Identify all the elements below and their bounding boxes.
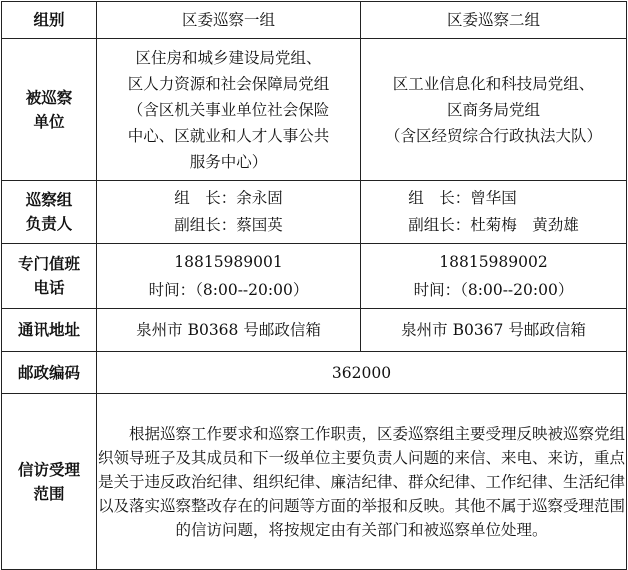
group-label: 组别 <box>33 11 65 29</box>
hotline-row <box>2 244 627 309</box>
hotline-label-cell <box>2 244 97 309</box>
hotline-label-line: 专门值班 <box>17 255 80 273</box>
group1-hotline-cell <box>97 244 361 309</box>
group2-target-line: 区商务局党组 <box>446 100 540 119</box>
group1-leaders-cell <box>97 181 361 244</box>
leaders-row <box>2 181 627 244</box>
group1-leader-line: 组 长：余永固 <box>174 189 283 207</box>
leaders-label-line: 巡察组 <box>25 191 73 209</box>
group1-target-line: 服务中心） <box>189 152 268 171</box>
group1-phone: 18815989001 <box>174 253 283 271</box>
group2-leader-line: 组 长：曾华国 <box>408 189 517 207</box>
group2-header-cell <box>361 2 627 39</box>
group2-name: 区委巡察二组 <box>446 11 540 29</box>
targets-label-line: 单位 <box>33 112 65 131</box>
group2-hotline-cell <box>361 244 627 309</box>
scope-row <box>2 394 627 570</box>
hotline-label-line: 电话 <box>33 279 65 297</box>
group2-target-line: 区工业信息化和科技局党组、 <box>392 74 595 93</box>
group1-name: 区委巡察一组 <box>181 11 275 29</box>
group2-hours: 时间：（8:00--20:00） <box>413 281 574 299</box>
targets-label-line: 被巡察 <box>25 88 73 107</box>
group2-leaders-cell <box>361 181 627 244</box>
scope-text-cell <box>97 394 627 570</box>
address-label-cell <box>2 309 97 352</box>
group1-target-line: 中心、区就业和人才人事公共 <box>127 126 330 145</box>
targets-row <box>2 39 627 181</box>
group2-address-cell <box>361 309 627 352</box>
address-label: 通讯地址 <box>17 321 80 339</box>
group2-target-line: （含区经贸综合行政执法大队） <box>384 126 602 145</box>
postcode-label: 邮政编码 <box>17 363 80 382</box>
postcode-value: 362000 <box>331 363 392 382</box>
group-label-cell <box>2 2 97 39</box>
inspection-table <box>1 1 627 570</box>
group1-target-line: （含区机关事业单位社会保险 <box>127 100 330 119</box>
scope-label-line: 范围 <box>33 484 65 503</box>
group2-targets-cell <box>361 39 627 181</box>
postcode-row <box>2 352 627 394</box>
postcode-label-cell <box>2 352 97 394</box>
group1-deputy-line: 副组长：蔡国英 <box>174 216 283 234</box>
scope-text: 根据巡察工作要求和巡察工作职责，区委巡察组主要受理反映被巡察党组织领导班子及其成员和下一级单位主要负责人问题的来信、来电、来访，重点是关于违反政治纪律、组织纪律、廉洁纪律、群众纪律、工作纪律、生活纪律以及落实巡察整改存在的问题等方面的举报和反映。其他不属于巡察受理范围的信访问题，将按规定由有关部门和被巡察单位处理。 <box>97 424 625 539</box>
group1-hours: 时间：（8:00--20:00） <box>148 281 309 299</box>
scope-label-cell <box>2 394 97 570</box>
group2-deputy-line: 副组长：杜菊梅 黄劲雄 <box>408 216 579 234</box>
group1-target-line: 区住房和城乡建设局党组、 <box>135 48 322 67</box>
targets-label-cell <box>2 39 97 181</box>
group2-address: 泉州市 B0367 号邮政信箱 <box>401 321 586 339</box>
address-row <box>2 309 627 352</box>
postcode-value-cell <box>97 352 627 394</box>
group1-target-line: 区人力资源和社会保障局党组 <box>127 74 330 93</box>
leaders-label-line: 负责人 <box>25 215 73 233</box>
group1-header-cell <box>97 2 361 39</box>
group1-address-cell <box>97 309 361 352</box>
group1-address: 泉州市 B0368 号邮政信箱 <box>136 321 321 339</box>
group2-phone: 18815989002 <box>439 253 548 271</box>
scope-label-line: 信访受理 <box>17 460 80 479</box>
leaders-label-cell <box>2 181 97 244</box>
group1-targets-cell <box>97 39 361 181</box>
header-row <box>2 2 627 39</box>
